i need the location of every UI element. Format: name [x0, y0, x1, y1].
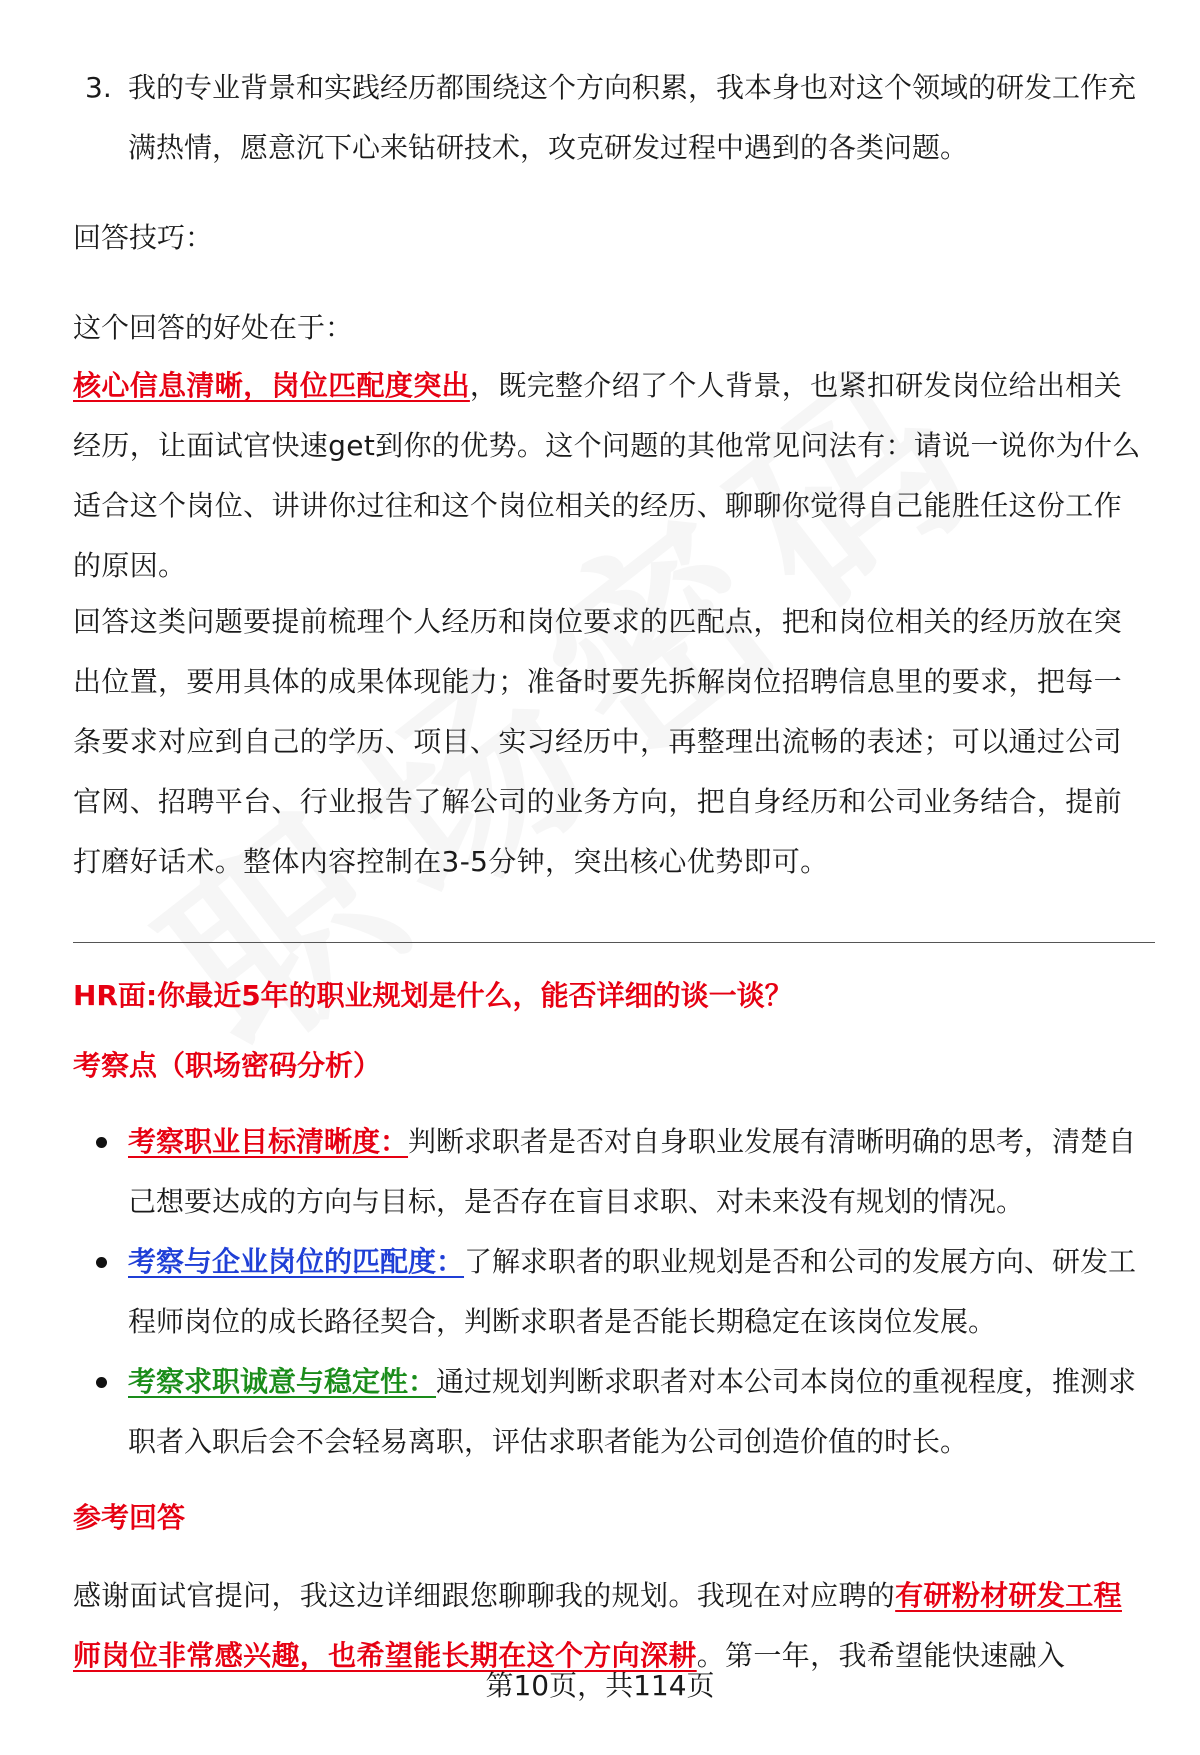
point-key: 考察求职诚意与稳定性： — [128, 1365, 437, 1398]
tips-highlight: 核心信息清晰，岗位匹配度突出 — [73, 369, 470, 402]
point-text: 判断求职者是否对自身职业发展有清晰明确的思考，清楚自己想要达成的方向与目标，是否存在盲目求职、对未来没有规划的情况。 — [128, 1125, 1137, 1218]
section-divider — [73, 942, 1155, 943]
point-key: 考察职业目标清晰度： — [128, 1125, 409, 1158]
list-number: 3. — [85, 71, 112, 104]
tips-paragraph-1 — [73, 356, 1148, 596]
page-footer: 第10页，共114页 — [485, 1669, 715, 1702]
point-text: 通过规划判断求职者对本公司本岗位的重视程度，推测求职者入职后会不会轻易离职，评估求职者能为公司创造价值的时长。 — [128, 1365, 1137, 1458]
points-list — [73, 1112, 1155, 1472]
point-item — [73, 1352, 1155, 1472]
list-item-3 — [73, 58, 1153, 178]
tips-paragraph-2: 回答这类问题要提前梳理个人经历和岗位要求的匹配点，把和岗位相关的经历放在突出位置，要用具体的成果体现能力；准备时要先拆解岗位招聘信息里的要求，把每一条要求对应到自己的学历、项目、实习经历中，再整理出流畅的表述；可以通过公司官网、招聘平台、行业报告了解公司的业务方向，把自身经历和公司业务结合，提前打磨好话术。整体内容控制在3-5分钟，突出核心优势即可。 — [73, 605, 1122, 878]
answer-pre: 感谢面试官提问，我这边详细跟您聊聊我的规划。我现在对应聘的 — [73, 1579, 896, 1612]
bullet-icon — [96, 1377, 107, 1388]
point-item — [73, 1232, 1155, 1352]
bullet-icon — [96, 1137, 107, 1148]
answer-heading: 参考回答 — [73, 1501, 186, 1534]
tips-label: 回答技巧： — [73, 221, 214, 254]
tips-paragraph-1-text: ，既完整介绍了个人背景，也紧扣研发岗位给出相关经历，让面试官快速get到你的优势。这个问题的其他常见问法有：请说一说你为什么适合这个岗位、讲讲你过往和这个岗位相关的经历、聊聊你觉得自己能胜任这份工作的原因。 — [73, 369, 1141, 582]
tips-intro: 这个回答的好处在于： — [73, 311, 354, 344]
answer-post: 。第一年，我希望能快速融入 — [696, 1639, 1066, 1672]
answer-highlight: 有研粉材研发工程师岗位非常感兴趣，也希望能长期在这个方向深耕 — [73, 1579, 1122, 1672]
point-text: 了解求职者的职业规划是否和公司的发展方向、研发工程师岗位的成长路径契合，判断求职者是否能长期稳定在该岗位发展。 — [128, 1245, 1137, 1338]
question-title: HR面:你最近5年的职业规划是什么，能否详细的谈一谈？ — [73, 979, 793, 1012]
bullet-icon — [96, 1257, 107, 1268]
points-heading: 考察点（职场密码分析） — [73, 1049, 382, 1082]
point-item — [73, 1112, 1155, 1232]
list-item-text: 我的专业背景和实践经历都围绕这个方向积累，我本身也对这个领域的研发工作充满热情，愿意沉下心来钻研技术，攻克研发过程中遇到的各类问题。 — [128, 71, 1137, 164]
point-key: 考察与企业岗位的匹配度： — [128, 1245, 465, 1278]
